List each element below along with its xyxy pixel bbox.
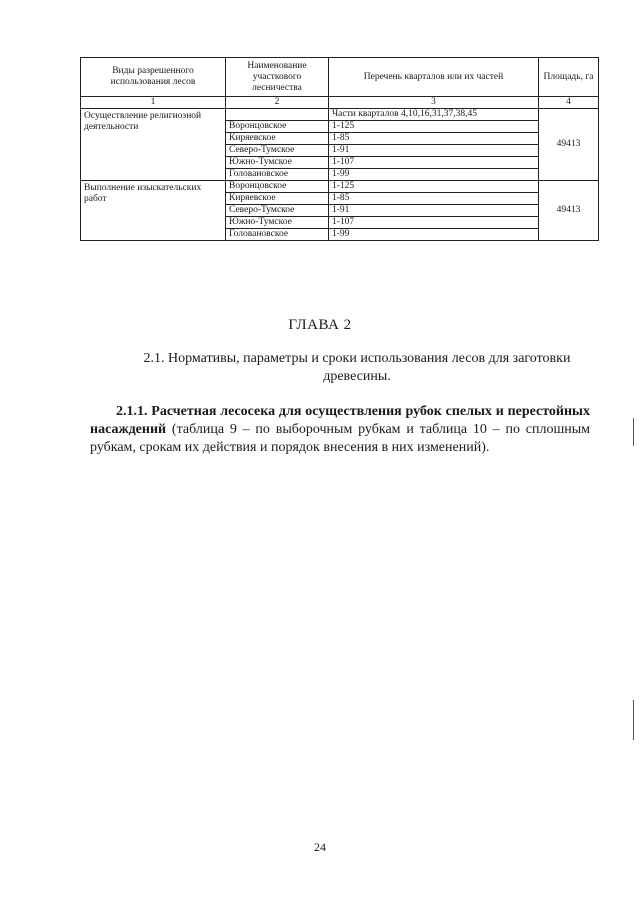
forestry-cell: Головановское bbox=[226, 229, 329, 241]
quarters-cell: 1-107 bbox=[329, 157, 539, 169]
header-area: Площадь, га bbox=[539, 58, 599, 97]
column-number: 3 bbox=[329, 97, 539, 109]
table-row bbox=[81, 109, 599, 121]
header-quarters-list: Перечень кварталов или их частей bbox=[329, 58, 539, 97]
forestry-cell: Головановское bbox=[226, 169, 329, 181]
column-number: 4 bbox=[539, 97, 599, 109]
forestry-cell: Воронцовское bbox=[226, 121, 329, 133]
quarters-cell: 1-125 bbox=[329, 181, 539, 193]
quarters-cell: 1-91 bbox=[329, 145, 539, 157]
page-number: 24 bbox=[314, 840, 326, 854]
area-cell: 49413 bbox=[539, 109, 599, 181]
forestry-cell: Киряевское bbox=[226, 193, 329, 205]
scan-edge-mark bbox=[633, 700, 634, 740]
table-row bbox=[81, 181, 599, 193]
header-forestry-name: Наименование участкового лесничества bbox=[226, 58, 329, 97]
paragraph-bold-heading: 2.1.1. Расчетная лесосека для осуществления рубок спелых и перестойных насаждений bbox=[90, 404, 590, 437]
quarters-cell: 1-85 bbox=[329, 133, 539, 145]
header-use-type: Виды разрешенного использования лесов bbox=[81, 58, 226, 97]
section-paragraph bbox=[90, 403, 590, 457]
quarters-note-cell: Части кварталов 4,10,16,31,37,38,45 bbox=[329, 109, 539, 121]
scan-edge-mark bbox=[633, 418, 634, 446]
column-number: 1 bbox=[81, 97, 226, 109]
quarters-cell: 1-99 bbox=[329, 229, 539, 241]
column-number-row bbox=[81, 97, 599, 109]
column-number: 2 bbox=[226, 97, 329, 109]
forestry-cell: Киряевское bbox=[226, 133, 329, 145]
forestry-cell: Южно-Тумское bbox=[226, 157, 329, 169]
paragraph-text: (таблица 9 – по выборочным рубкам и таблица 10 – по сплошным рубкам, срокам их действия и порядок внесения в них изменений). bbox=[90, 422, 590, 455]
table-header-row bbox=[81, 58, 599, 97]
quarters-cell: 1-99 bbox=[329, 169, 539, 181]
forestry-cell bbox=[226, 109, 329, 121]
forestry-cell: Северо-Тумское bbox=[226, 205, 329, 217]
quarters-cell: 1-91 bbox=[329, 205, 539, 217]
use-type-cell: Осуществление религиозной деятельности bbox=[81, 109, 226, 181]
forestry-cell: Воронцовское bbox=[226, 181, 329, 193]
section-title: 2.1. Нормативы, параметры и сроки использования лесов для заготовки древесины. bbox=[143, 351, 571, 384]
forestry-cell: Северо-Тумское bbox=[226, 145, 329, 157]
forest-use-table bbox=[80, 57, 599, 241]
area-cell: 49413 bbox=[539, 181, 599, 241]
use-type-cell: Выполнение изыскательских работ bbox=[81, 181, 226, 241]
chapter-title: ГЛАВА 2 bbox=[288, 317, 352, 333]
quarters-cell: 1-107 bbox=[329, 217, 539, 229]
quarters-cell: 1-125 bbox=[329, 121, 539, 133]
forestry-cell: Южно-Тумское bbox=[226, 217, 329, 229]
quarters-cell: 1-85 bbox=[329, 193, 539, 205]
